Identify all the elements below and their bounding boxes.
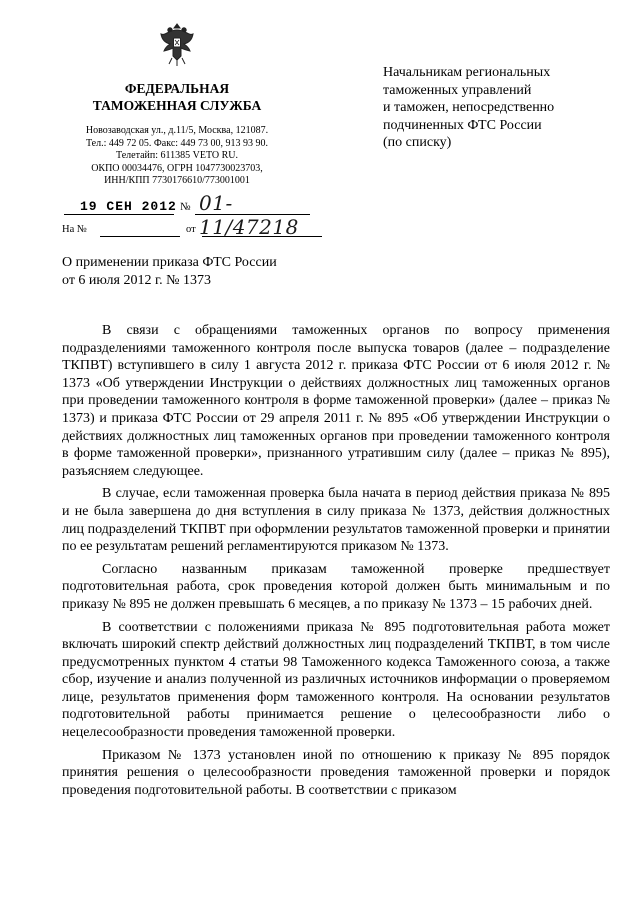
registration-number-handwritten: 01-11/47218	[199, 191, 299, 239]
body-paragraph: В случае, если таможенная проверка была начата в период действия приказа № 895 и не была завершена до дня вступления в силу приказа № 1373, действия должностных лиц подразделений ТКПВТ при оформлении результатов таможенной проверки и принятии по ее результатам решений регламентируются приказом № 1373.	[62, 486, 610, 555]
recipient-block	[383, 64, 623, 152]
body-paragraph: В соответствии с положениями приказа № 895 подготовительная работа может включать широкий спектр действий должностных лиц подразделений ТКПВТ, в том числе предусмотренных пунктом 4 статьи 98 Таможенного кодекса Таможенного союза, а также сбор, изучение и анализ полученной из различных источников информации о проверяемом лице, результатов применения форм таможенного контроля. На основании результатов подготовительной работы принимается решение о целесообразности либо о нецелесообразности проведения таможенной проверки.	[62, 619, 610, 741]
recipient-line: таможенных управлений	[383, 82, 532, 98]
letter-body	[62, 322, 610, 799]
body-paragraph: В связи с обращениями таможенных органов по вопросу применения подразделениями таможенного контроля после выпуска товаров (далее – подразделение ТКПВТ) вступившего в силу 1 августа 2012 г. приказа ФТС России от 6 июля 2012 г. № 1373 «Об утверждении Инструкции о действиях должностных лиц таможенных органов при проведении таможенного контроля в форме таможенной проверки» (далее – приказ № 1373) и приказа ФТС России от 29 апреля 2011 г. № 895 «Об утверждении Инструкции о действиях должностных лиц таможенных органов при проведении таможенного контроля в форме таможенной проверки», признанного утратившим силу (далее – приказ № 895), разъясняем следующее.	[62, 323, 610, 479]
subject-line: от 6 июля 2012 г. № 1373	[62, 273, 211, 288]
sender-org-name	[62, 80, 292, 114]
date-underline	[64, 214, 174, 215]
letter-subject	[62, 254, 362, 290]
reference-date-blank	[202, 236, 322, 237]
number-sign: №	[180, 201, 191, 213]
address-line: Тел.: 449 72 05. Факс: 449 73 00, 913 93 90.	[85, 137, 269, 149]
address-line: ИНН/КПП 7730176610/773001001	[104, 175, 250, 186]
body-paragraph: Согласно названным приказам таможенной проверке предшествует подготовительная работа, срок проведения которой должен быть минимальным и по приказу № 895 не должен превышать 6 месяцев, а по приказу № 1373 – 15 рабочих дней.	[62, 561, 610, 612]
recipient-line: подчиненных ФТС России	[383, 117, 542, 133]
sender-org-line: ТАМОЖЕННАЯ СЛУЖБА	[92, 98, 262, 113]
sender-org-line: ФЕДЕРАЛЬНАЯ	[124, 81, 230, 96]
reference-number-label: На №	[62, 224, 87, 235]
reference-number-blank	[100, 236, 180, 237]
reference-line	[62, 224, 332, 240]
address-line: ОКПО 00034476, ОГРН 1047730023703,	[91, 162, 263, 174]
recipient-line: Начальникам региональных	[383, 65, 551, 80]
double-headed-eagle-emblem-icon	[157, 18, 197, 68]
registration-date-stamp: 19 СЕН 2012	[80, 199, 177, 214]
subject-line: О применении приказа ФТС России	[62, 255, 277, 270]
address-line: Телетайп: 611385 VETO RU.	[115, 150, 238, 161]
recipient-line: (по списку)	[383, 135, 452, 150]
recipient-line: и таможен, непосредственно	[383, 100, 555, 115]
body-paragraph: Приказом № 1373 установлен иной по отношению к приказу № 895 порядок принятия решения о целесообразности проведения таможенной проверки и порядок проведения подготовительной работы. В соответствии с приказом	[62, 747, 610, 798]
reference-from-label: от	[186, 224, 196, 235]
sender-address	[62, 125, 292, 188]
address-line: Новозаводская ул., д.11/5, Москва, 121087.	[85, 125, 269, 136]
